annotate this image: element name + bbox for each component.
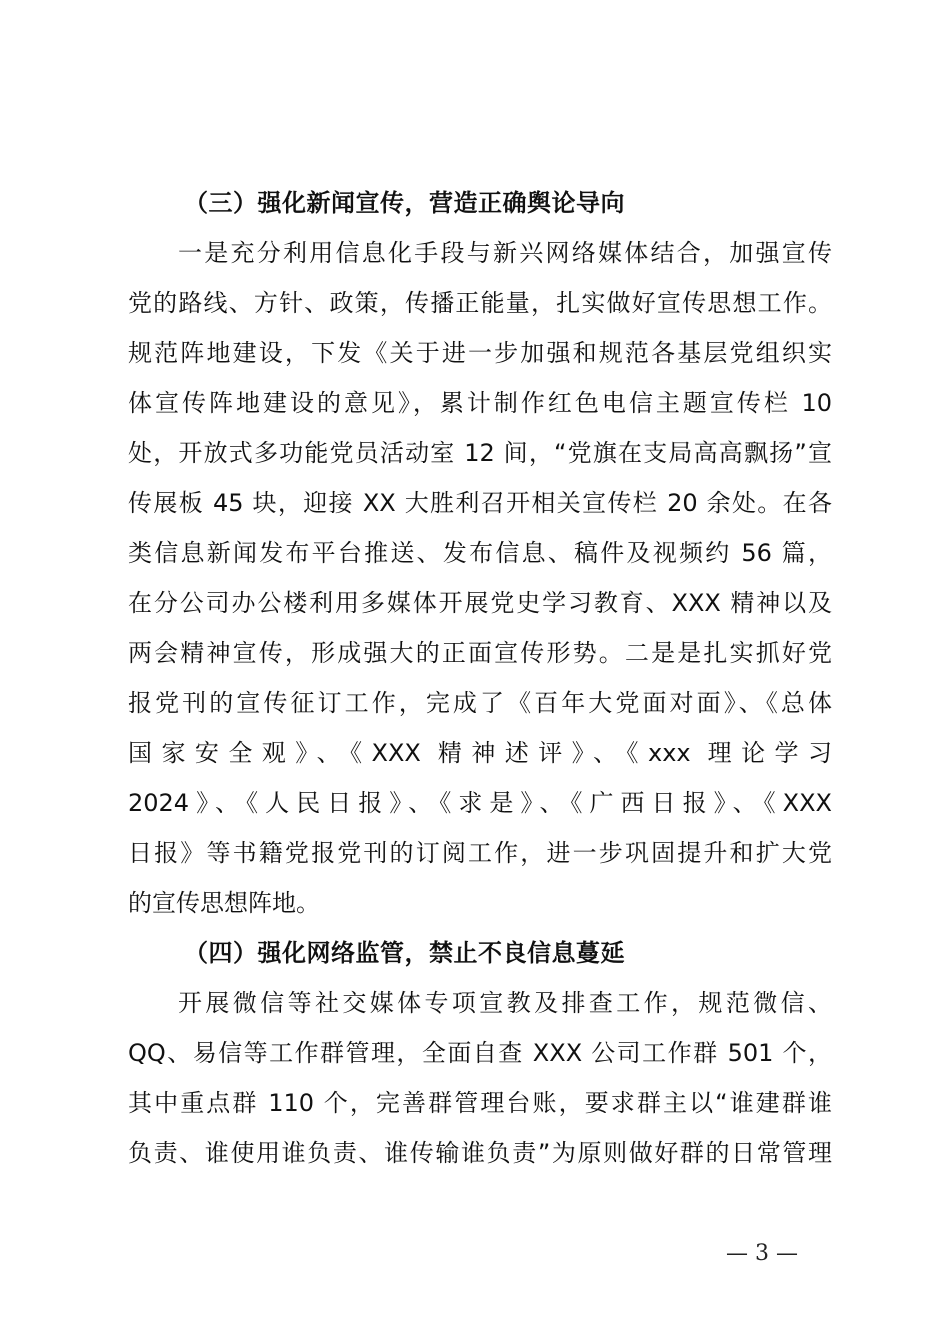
section-3-paragraph [128,228,832,928]
paragraph-line: 2024》、《人民日报》、《求是》、《广西日报》、《XXX [128,789,832,817]
paragraph-line: 国家安全观》、《XXX 精神述评》、《xxx 理论学习 [128,739,832,767]
paragraph-line: 传展板 45 块，迎接 XX 大胜利召开相关宣传栏 20 余处。在各 [128,489,832,517]
paragraph-line: 一是充分利用信息化手段与新兴网络媒体结合，加强宣传 [178,239,832,267]
section-heading-4: （四）强化网络监管，禁止不良信息蔓延 [184,939,625,967]
paragraph-line: 日报》等书籍党报党刊的订阅工作，进一步巩固提升和扩大党 [128,839,832,867]
paragraph-line: 其中重点群 110 个，完善群管理台账，要求群主以“谁建群谁 [128,1089,832,1117]
paragraph-line: QQ、易信等工作群管理，全面自查 XXX 公司工作群 501 个， [128,1039,832,1067]
paragraph-line: 规范阵地建设，下发《关于进一步加强和规范各基层党组织实 [128,339,832,367]
paragraph-line: 在分公司办公楼利用多媒体开展党史学习教育、XXX 精神以及 [128,589,832,617]
paragraph-line: 两会精神宣传，形成强大的正面宣传形势。二是是扎实抓好党 [128,639,832,667]
paragraph-line: 报党刊的宣传征订工作，完成了《百年大党面对面》、《总体 [128,689,832,717]
document-body [128,178,832,1178]
paragraph-line: 的宣传思想阵地。 [128,889,320,917]
paragraph-line: 处，开放式多功能党员活动室 12 间，“党旗在支局高高飘扬”宣 [128,439,832,467]
section-heading-3: （三）强化新闻宣传，营造正确舆论导向 [184,189,625,217]
paragraph-line: 类信息新闻发布平台推送、发布信息、稿件及视频约 56 篇， [128,539,832,567]
paragraph-line: 体宣传阵地建设的意见》，累计制作红色电信主题宣传栏 10 [128,389,832,417]
page-number: — 3 — [726,1241,798,1266]
paragraph-line: 负责、谁使用谁负责、谁传输谁负责”为原则做好群的日常管理 [128,1139,832,1167]
paragraph-line: 党的路线、方针、政策，传播正能量，扎实做好宣传思想工作。 [128,289,832,317]
paragraph-line: 开展微信等社交媒体专项宣教及排查工作，规范微信、 [178,989,832,1017]
section-4-paragraph [128,978,832,1178]
